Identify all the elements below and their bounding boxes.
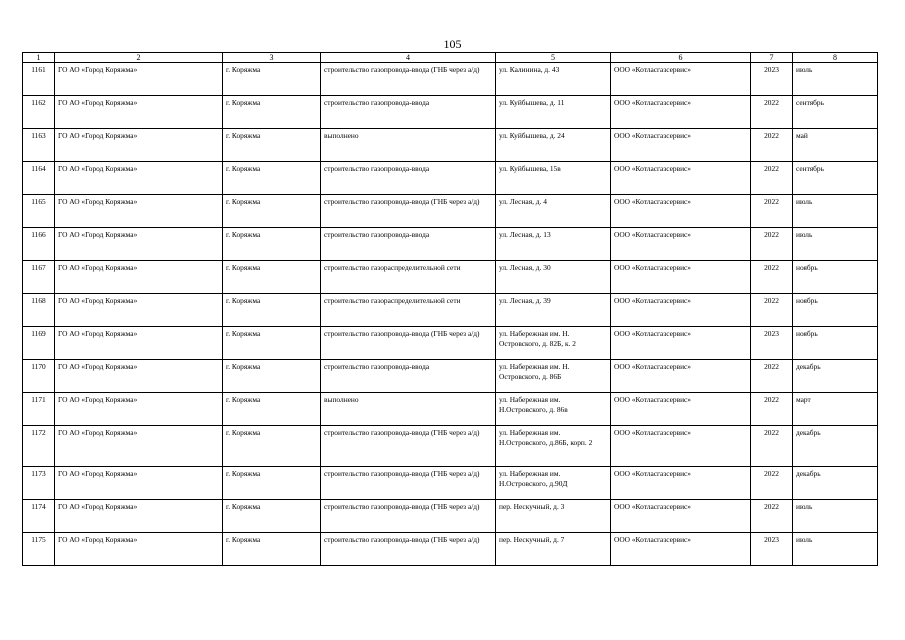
- owner-cell: ГО АО «Город Коряжма»: [55, 195, 223, 228]
- work-cell: выполнено: [321, 393, 496, 426]
- work-cell: строительство газораспределительной сети: [321, 294, 496, 327]
- register-table: [22, 52, 878, 566]
- city-cell: г. Коряжма: [223, 467, 321, 500]
- organization-cell: ООО «Котласгазсервис»: [611, 195, 751, 228]
- organization-cell: ООО «Котласгазсервис»: [611, 426, 751, 467]
- column-header: 4: [321, 53, 496, 63]
- table-row: [23, 327, 878, 360]
- column-number-row: [23, 53, 878, 63]
- work-cell: строительство газораспределительной сети: [321, 261, 496, 294]
- address-cell: ул. Набережная им. Н.Островского, д.86Б, корп. 2: [496, 426, 611, 467]
- address-cell: ул. Лесная, д. 39: [496, 294, 611, 327]
- organization-cell: ООО «Котласгазсервис»: [611, 327, 751, 360]
- month-cell: декабрь: [793, 360, 878, 393]
- table-row: [23, 195, 878, 228]
- owner-cell: ГО АО «Город Коряжма»: [55, 261, 223, 294]
- month-cell: июль: [793, 228, 878, 261]
- column-header: 1: [23, 53, 55, 63]
- organization-cell: ООО «Котласгазсервис»: [611, 162, 751, 195]
- owner-cell: ГО АО «Город Коряжма»: [55, 129, 223, 162]
- city-cell: г. Коряжма: [223, 261, 321, 294]
- page-number: 105: [443, 37, 462, 51]
- address-cell: ул. Лесная, д. 30: [496, 261, 611, 294]
- address-cell: ул. Куйбышева, д. 24: [496, 129, 611, 162]
- table-row: [23, 467, 878, 500]
- column-header: 6: [611, 53, 751, 63]
- address-cell: пер. Нескучный, д. 3: [496, 500, 611, 533]
- work-cell: строительство газопровода-ввода (ГНБ через а/д): [321, 533, 496, 566]
- column-header: 3: [223, 53, 321, 63]
- owner-cell: ГО АО «Город Коряжма»: [55, 327, 223, 360]
- month-cell: июль: [793, 500, 878, 533]
- month-cell: декабрь: [793, 426, 878, 467]
- row-number: 1166: [23, 228, 55, 261]
- organization-cell: ООО «Котласгазсервис»: [611, 261, 751, 294]
- address-cell: ул. Набережная им. Н. Островского, д. 82Б, к. 2: [496, 327, 611, 360]
- year-cell: 2023: [751, 63, 793, 96]
- city-cell: г. Коряжма: [223, 195, 321, 228]
- city-cell: г. Коряжма: [223, 426, 321, 467]
- row-number: 1167: [23, 261, 55, 294]
- address-cell: ул. Куйбышева, 15в: [496, 162, 611, 195]
- work-cell: строительство газопровода-ввода (ГНБ через а/д): [321, 500, 496, 533]
- city-cell: г. Коряжма: [223, 327, 321, 360]
- month-cell: ноябрь: [793, 261, 878, 294]
- year-cell: 2022: [751, 261, 793, 294]
- year-cell: 2022: [751, 294, 793, 327]
- year-cell: 2022: [751, 162, 793, 195]
- city-cell: г. Коряжма: [223, 294, 321, 327]
- city-cell: г. Коряжма: [223, 393, 321, 426]
- month-cell: март: [793, 393, 878, 426]
- city-cell: г. Коряжма: [223, 500, 321, 533]
- work-cell: строительство газопровода-ввода (ГНБ через а/д): [321, 63, 496, 96]
- address-cell: ул. Лесная, д. 13: [496, 228, 611, 261]
- address-cell: ул. Набережная им. Н.Островского, д.90Д: [496, 467, 611, 500]
- city-cell: г. Коряжма: [223, 228, 321, 261]
- month-cell: июль: [793, 63, 878, 96]
- organization-cell: ООО «Котласгазсервис»: [611, 228, 751, 261]
- year-cell: 2022: [751, 426, 793, 467]
- table-row: [23, 360, 878, 393]
- owner-cell: ГО АО «Город Коряжма»: [55, 294, 223, 327]
- organization-cell: ООО «Котласгазсервис»: [611, 360, 751, 393]
- table-row: [23, 261, 878, 294]
- city-cell: г. Коряжма: [223, 360, 321, 393]
- work-cell: строительство газопровода-ввода: [321, 228, 496, 261]
- city-cell: г. Коряжма: [223, 162, 321, 195]
- address-cell: ул. Калинина, д. 43: [496, 63, 611, 96]
- table-row: [23, 129, 878, 162]
- row-number: 1161: [23, 63, 55, 96]
- organization-cell: ООО «Котласгазсервис»: [611, 63, 751, 96]
- year-cell: 2022: [751, 467, 793, 500]
- year-cell: 2022: [751, 500, 793, 533]
- year-cell: 2022: [751, 129, 793, 162]
- month-cell: ноябрь: [793, 327, 878, 360]
- year-cell: 2022: [751, 393, 793, 426]
- table-row: [23, 500, 878, 533]
- row-number: 1174: [23, 500, 55, 533]
- organization-cell: ООО «Котласгазсервис»: [611, 294, 751, 327]
- city-cell: г. Коряжма: [223, 63, 321, 96]
- column-header: 7: [751, 53, 793, 63]
- row-number: 1175: [23, 533, 55, 566]
- row-number: 1171: [23, 393, 55, 426]
- row-number: 1162: [23, 96, 55, 129]
- owner-cell: ГО АО «Город Коряжма»: [55, 533, 223, 566]
- table-row: [23, 63, 878, 96]
- month-cell: сентябрь: [793, 162, 878, 195]
- year-cell: 2023: [751, 327, 793, 360]
- year-cell: 2022: [751, 360, 793, 393]
- year-cell: 2023: [751, 533, 793, 566]
- owner-cell: ГО АО «Город Коряжма»: [55, 228, 223, 261]
- work-cell: строительство газопровода-ввода: [321, 360, 496, 393]
- row-number: 1169: [23, 327, 55, 360]
- address-cell: ул. Куйбышева, д. 11: [496, 96, 611, 129]
- address-cell: пер. Нескучный, д. 7: [496, 533, 611, 566]
- month-cell: июль: [793, 195, 878, 228]
- city-cell: г. Коряжма: [223, 129, 321, 162]
- owner-cell: ГО АО «Город Коряжма»: [55, 162, 223, 195]
- column-header: 8: [793, 53, 878, 63]
- organization-cell: ООО «Котласгазсервис»: [611, 467, 751, 500]
- table-row: [23, 426, 878, 467]
- owner-cell: ГО АО «Город Коряжма»: [55, 360, 223, 393]
- work-cell: строительство газопровода-ввода (ГНБ через а/д): [321, 195, 496, 228]
- table-row: [23, 393, 878, 426]
- owner-cell: ГО АО «Город Коряжма»: [55, 63, 223, 96]
- row-number: 1173: [23, 467, 55, 500]
- row-number: 1163: [23, 129, 55, 162]
- organization-cell: ООО «Котласгазсервис»: [611, 533, 751, 566]
- month-cell: декабрь: [793, 467, 878, 500]
- owner-cell: ГО АО «Город Коряжма»: [55, 467, 223, 500]
- month-cell: сентябрь: [793, 96, 878, 129]
- month-cell: ноябрь: [793, 294, 878, 327]
- table-row: [23, 96, 878, 129]
- row-number: 1170: [23, 360, 55, 393]
- column-header: 5: [496, 53, 611, 63]
- row-number: 1172: [23, 426, 55, 467]
- month-cell: июль: [793, 533, 878, 566]
- address-cell: ул. Набережная им. Н. Островского, д. 86Б: [496, 360, 611, 393]
- organization-cell: ООО «Котласгазсервис»: [611, 500, 751, 533]
- owner-cell: ГО АО «Город Коряжма»: [55, 426, 223, 467]
- work-cell: выполнено: [321, 129, 496, 162]
- work-cell: строительство газопровода-ввода (ГНБ через а/д): [321, 426, 496, 467]
- table-row: [23, 228, 878, 261]
- table-row: [23, 533, 878, 566]
- row-number: 1164: [23, 162, 55, 195]
- work-cell: строительство газопровода-ввода: [321, 162, 496, 195]
- city-cell: г. Коряжма: [223, 533, 321, 566]
- work-cell: строительство газопровода-ввода: [321, 96, 496, 129]
- address-cell: ул. Набережная им. Н.Островского, д. 86в: [496, 393, 611, 426]
- organization-cell: ООО «Котласгазсервис»: [611, 96, 751, 129]
- city-cell: г. Коряжма: [223, 96, 321, 129]
- organization-cell: ООО «Котласгазсервис»: [611, 129, 751, 162]
- work-cell: строительство газопровода-ввода (ГНБ через а/д): [321, 467, 496, 500]
- row-number: 1165: [23, 195, 55, 228]
- year-cell: 2022: [751, 96, 793, 129]
- owner-cell: ГО АО «Город Коряжма»: [55, 393, 223, 426]
- organization-cell: ООО «Котласгазсервис»: [611, 393, 751, 426]
- year-cell: 2022: [751, 228, 793, 261]
- address-cell: ул. Лесная, д. 4: [496, 195, 611, 228]
- column-header: 2: [55, 53, 223, 63]
- table-row: [23, 162, 878, 195]
- month-cell: май: [793, 129, 878, 162]
- work-cell: строительство газопровода-ввода (ГНБ через а/д): [321, 327, 496, 360]
- owner-cell: ГО АО «Город Коряжма»: [55, 500, 223, 533]
- year-cell: 2022: [751, 195, 793, 228]
- owner-cell: ГО АО «Город Коряжма»: [55, 96, 223, 129]
- row-number: 1168: [23, 294, 55, 327]
- table-row: [23, 294, 878, 327]
